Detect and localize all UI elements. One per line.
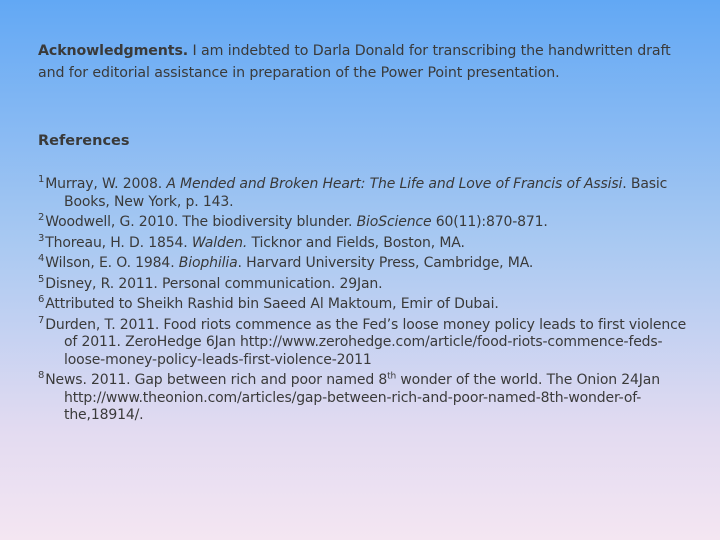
references-list — [38, 176, 688, 425]
reference-item: $^6$Attributed to Sheikh Rashid bin Saeed Al Maktoum, Emir of Dubai. — [38, 294, 499, 312]
reference-item: $^7$Durden, T. 2011. Food riots commence as the Fed’s loose money policy leads to first violence of 2011. ZeroHedge 6Jan http://www.zerohedge.com/article/food-riots-commence-feds-loose-money-policy-leads-first-violence-2011 — [38, 314, 687, 368]
acknowledgments-paragraph — [38, 40, 688, 84]
reference-item: $^3$Thoreau, H. D. 1854. Walden. Ticknor and Fields, Boston, MA. — [38, 232, 465, 251]
acknowledgments-heading: Acknowledgments. — [38, 43, 189, 59]
reference-item: $^5$Disney, R. 2011. Personal communication. 29Jan. — [38, 273, 383, 292]
reference-item: $^4$Wilson, E. O. 1984. Biophilia. Harvard University Press, Cambridge, MA. — [38, 253, 534, 271]
acknowledgments-text: I am indebted to Darla Donald for transcribing the handwritten draft and for editorial assistance in preparation of the Power Point presentation. — [38, 43, 671, 81]
slide-content — [38, 40, 688, 428]
reference-item: $^1$Murray, W. 2008. A Mended and Broken Heart: The Life and Love of Francis of Assisi. Basic Books, New York, p. 143. — [38, 174, 668, 210]
references-heading: References — [38, 133, 130, 149]
reference-item: $^8$News. 2011. Gap between rich and poor named 8th wonder of the world. The Onion 24Jan http://www.theonion.com/articles/gap-between-rich-and-poor-named-8th-wonder-of-the,18914/. — [38, 370, 660, 423]
reference-item: $^2$Woodwell, G. 2010. The biodiversity blunder. BioScience 60(11):870-871. — [38, 212, 548, 230]
